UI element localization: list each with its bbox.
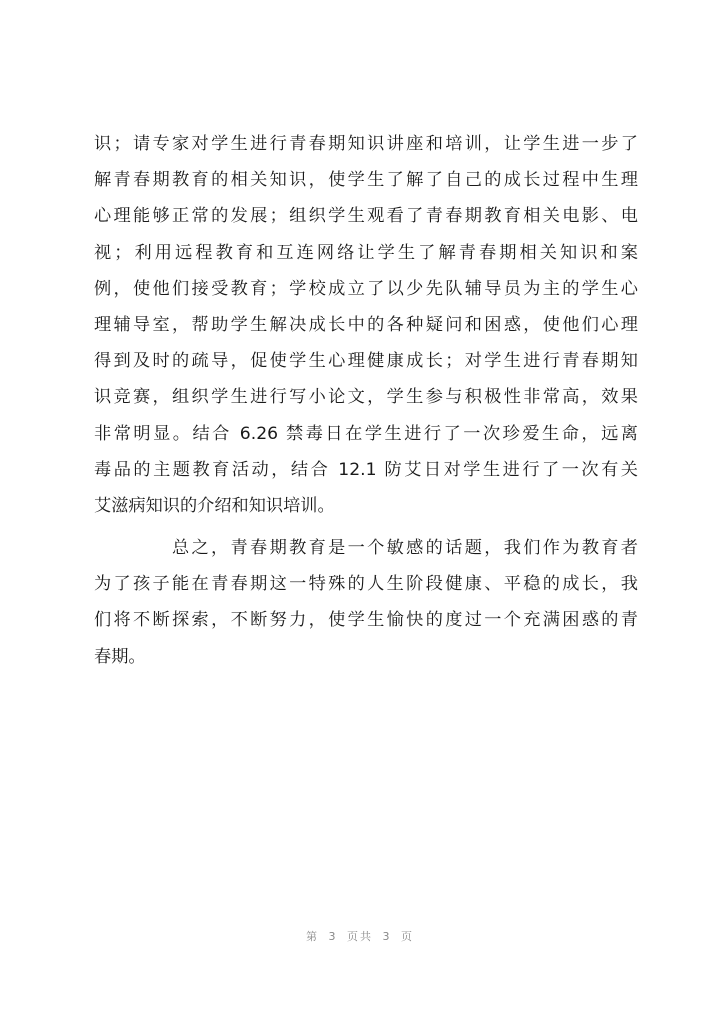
footer-total-pages: 3 bbox=[382, 930, 392, 943]
text-line: 得到及时的疏导，促使学生心理健康成长；对学生进行青春期知 bbox=[94, 351, 638, 372]
page-footer bbox=[0, 928, 720, 944]
text-line: 们将不断探索，不断努力，使学生愉快的度过一个充满困惑的青 bbox=[94, 610, 638, 631]
paragraph-2 bbox=[94, 530, 638, 675]
text-line: 视；利用远程教育和互连网络让学生了解青春期相关知识和案 bbox=[94, 242, 638, 263]
text-line: 心理能够正常的发展；组织学生观看了青春期教育相关电影、电 bbox=[94, 206, 638, 227]
footer-current-page: 3 bbox=[328, 930, 338, 943]
text-line: 为了孩子能在青春期这一特殊的人生阶段健康、平稳的成长，我 bbox=[94, 574, 638, 595]
text-line: 识竞赛，组织学生进行写小论文，学生参与积极性非常高，效果 bbox=[94, 387, 638, 408]
text-line: 解青春期教育的相关知识，使学生了解了自己的成长过程中生理 bbox=[94, 170, 638, 191]
footer-prefix: 第 bbox=[306, 930, 319, 943]
text-line: 毒品的主题教育活动，结合 12.1 防艾日对学生进行了一次有关 bbox=[94, 459, 638, 480]
text-line: 识；请专家对学生进行青春期知识讲座和培训，让学生进一步了 bbox=[94, 134, 638, 154]
text-line: 总之，青春期教育是一个敏感的话题，我们作为教育者 bbox=[172, 538, 638, 559]
text-line: 非常明显。结合 6.26 禁毒日在学生进行了一次珍爱生命，远离 bbox=[94, 423, 638, 444]
text-line: 春期。 bbox=[94, 646, 146, 667]
paragraph-1 bbox=[94, 126, 638, 524]
text-line: 艾滋病知识的介绍和知识培训。 bbox=[94, 495, 335, 516]
footer-suffix: 页 bbox=[401, 930, 414, 943]
body-text bbox=[94, 126, 638, 675]
text-line: 理辅导室，帮助学生解决成长中的各种疑问和困惑，使他们心理 bbox=[94, 314, 638, 335]
text-line: 例，使他们接受教育；学校成立了以少先队辅导员为主的学生心 bbox=[94, 278, 638, 299]
footer-middle: 页共 bbox=[347, 930, 373, 943]
